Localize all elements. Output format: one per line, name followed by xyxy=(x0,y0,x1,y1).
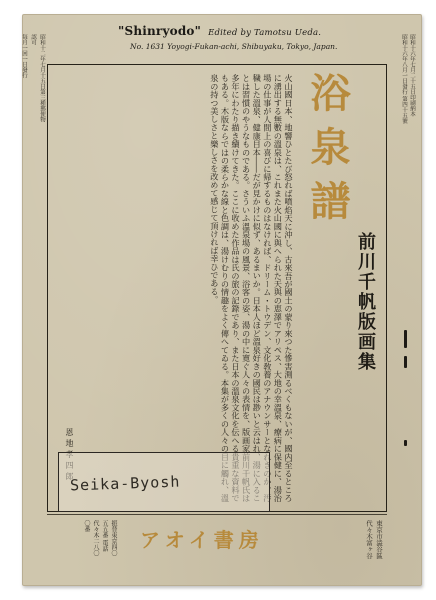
publisher-address: 東京市澁谷區代々木富ヶ谷 xyxy=(365,520,383,559)
right-note: 昭和十六年七月二十五日印刷納本 xyxy=(409,34,415,117)
subtitle: 前川千帆版画集 xyxy=(355,232,376,372)
author-name: 恩地孝四郎 xyxy=(65,428,74,483)
publisher-name: アオイ書房 xyxy=(140,528,264,552)
binding-mark xyxy=(404,330,407,348)
binding-mark xyxy=(404,356,407,368)
publisher-contact: 振替東京四〇五五番 電話代々木二八〇〇番 xyxy=(83,520,117,556)
journal-title: "Shinryodo" xyxy=(118,24,202,38)
header-address: No. 1631 Yoyogi-Fukan-achi, Shibuyaku, Tokyo, Japan. xyxy=(130,42,338,51)
header-title xyxy=(118,24,321,38)
stamp-text: Seika-Byosh xyxy=(69,472,181,495)
right-note: 昭和十六年八月一日發行 第四十五號 xyxy=(401,34,407,124)
right-publication-notes xyxy=(392,34,416,164)
main-title: 浴泉譜 xyxy=(304,72,351,234)
left-publication-notes xyxy=(21,34,46,122)
binding-mark xyxy=(404,440,407,446)
editor-credit: Edited by Tamotsu Ueda. xyxy=(208,28,322,38)
body-text: 火山國日本、地響ひとたび怒れば噴焰天に沖し、古來吾が國土の蒙り來つた慘害測るべくもないが、國内至るところに湧出する無數の溫泉は、これまた火山國に與へられた天與の恵澤でアリペス、大地の幸溫泉、療病に保健に、湯治場の仕事が人間上の喜びに帰するものはなければ、ドリーム・トウデン、文化敎養のアナウンサーとなれきのか、汚穢した溫泉、健康目本――だが見かけに似ず、あるまいか。日本人ほど溫泉好きの國民は尠いと云はれ、湯に入ることは習慣のやうなものである。さういふ溫泉場の風景、浴客の姿、湯の中に寛ぐ人々の表情を、版画家前川千帆氏は多年にわたり描き續けてきた。ここに收めた作品は氏の旅の記錄であり、また日本の溫泉文化を伝へる貴重な資料でもある。木版ならではの柔らかな線と色調は、湯けむりの情趣をよく傳へてゐる。本集が多くの人々の目に觸れ、溫泉の持つ美しさと樂しさを改めて感じて頂ければ幸ひである。 xyxy=(209,74,294,502)
bottom-divider xyxy=(47,514,387,515)
left-note: 昭和十二年七月十五日第三種郵便物認可 xyxy=(30,34,45,122)
left-note: 毎月一回一日發行 xyxy=(21,34,27,78)
